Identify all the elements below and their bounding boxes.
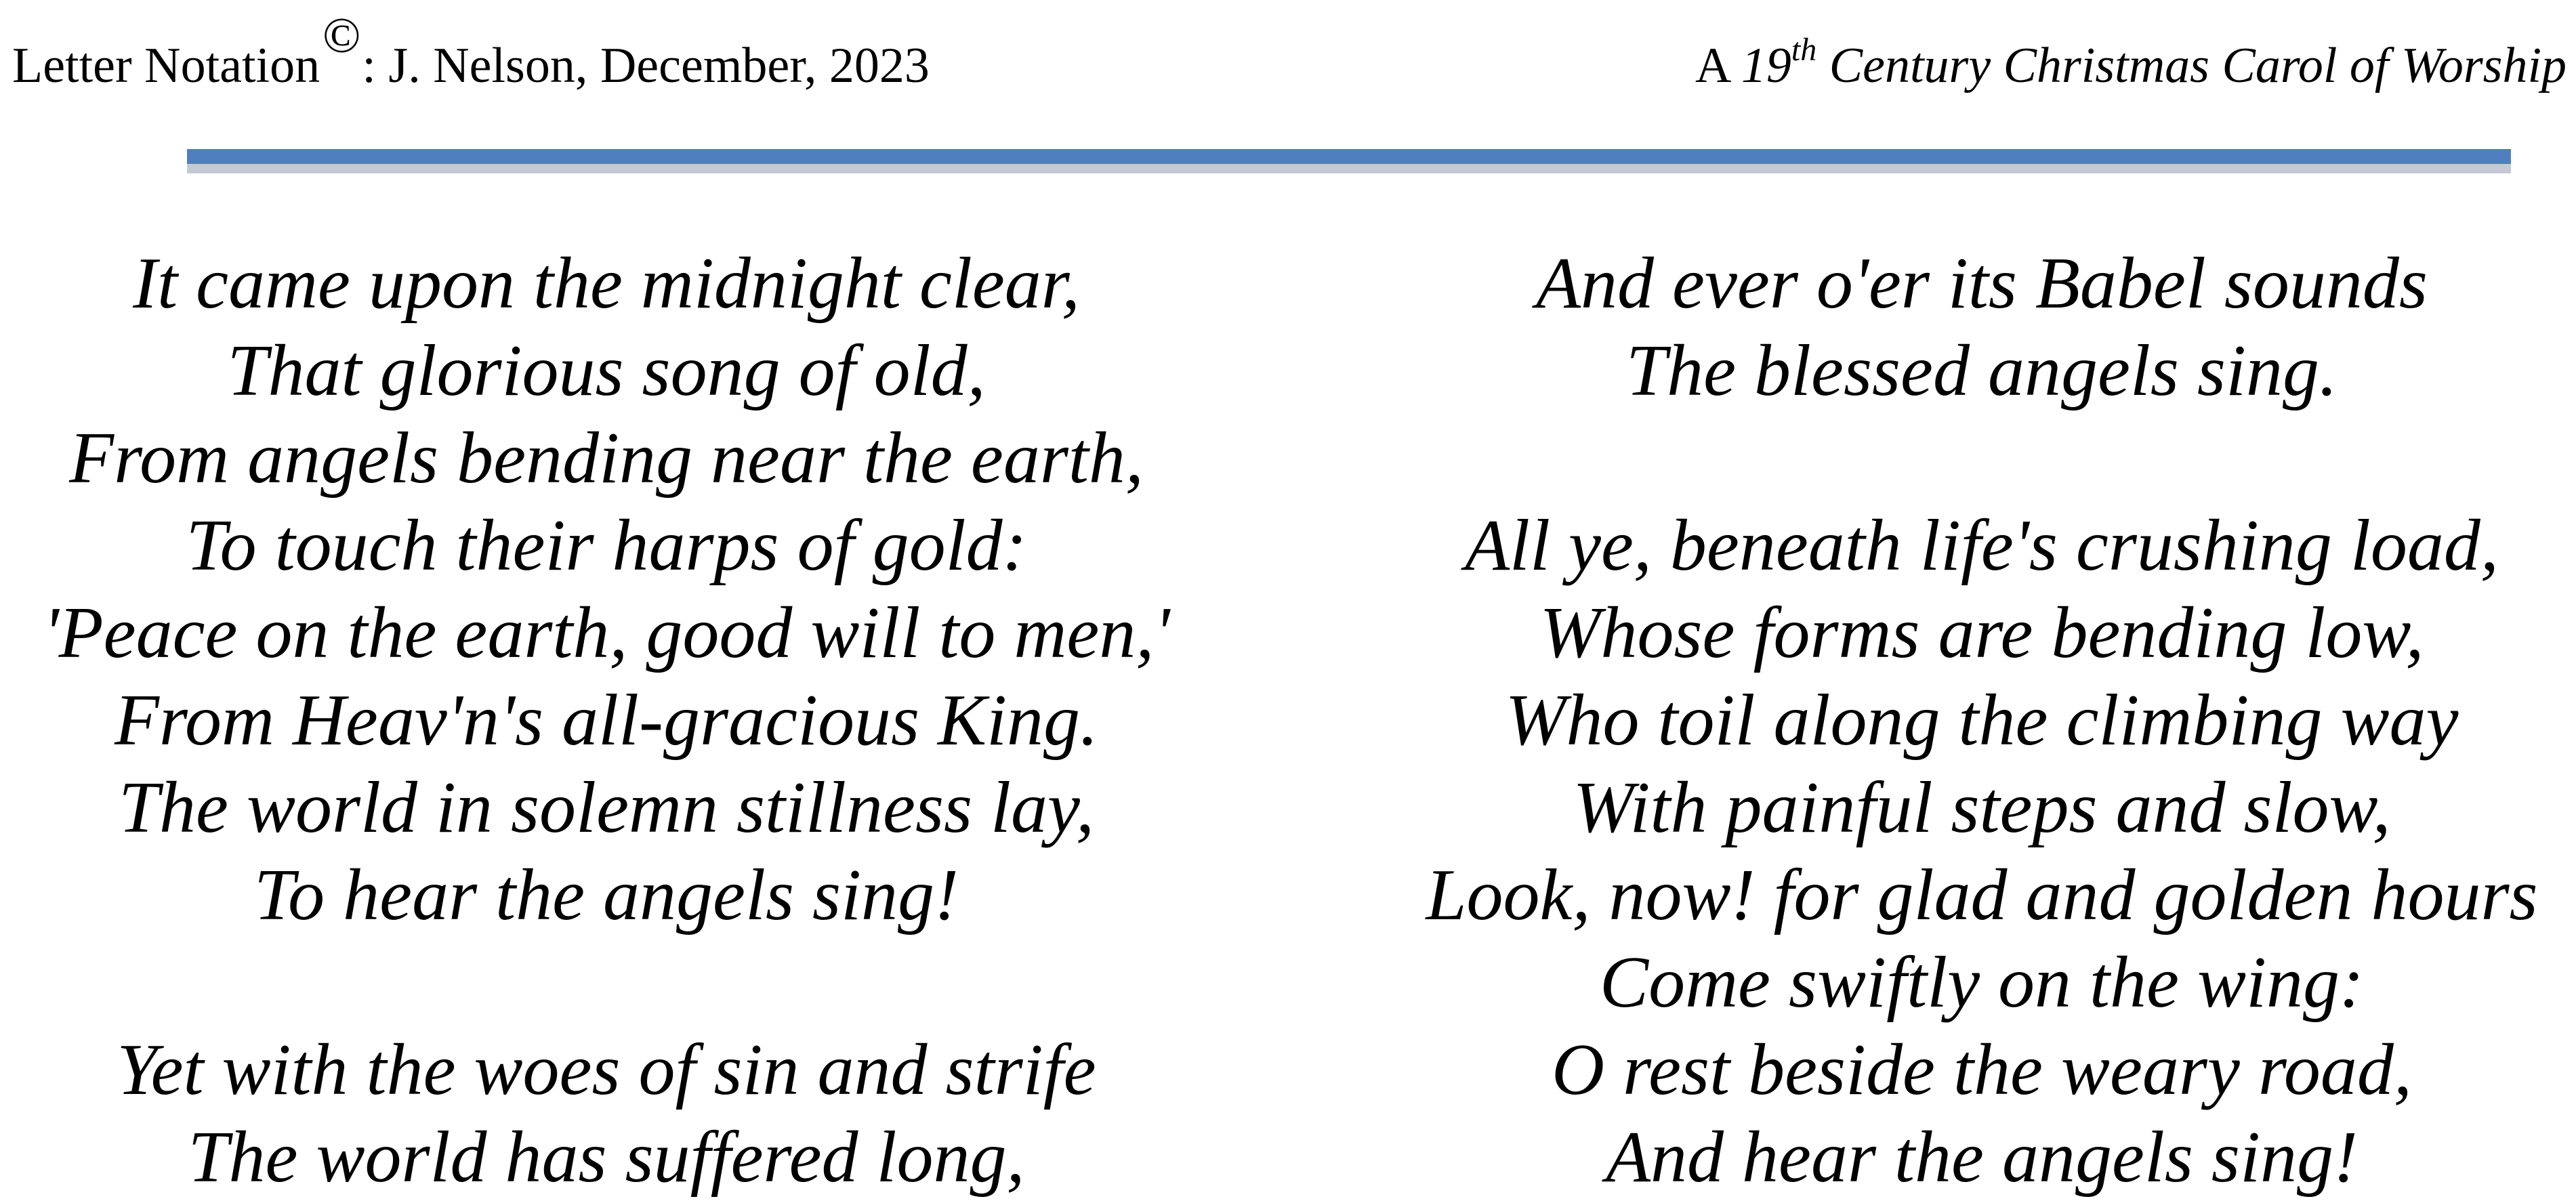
lyric-line: It came upon the midnight clear,: [133, 243, 1080, 324]
header-carol-description: [1695, 32, 2567, 96]
lyric-line: From angels bending near the earth,: [69, 418, 1144, 499]
lyric-line: And ever o'er its Babel sounds: [1536, 243, 2428, 324]
stanza-verse-2-end: [1382, 240, 2576, 415]
lyric-line: To touch their harps of gold:: [186, 505, 1027, 586]
lyric-line: The world has suffered long,: [188, 1117, 1025, 1198]
header-author-date: : J. Nelson, December, 2023: [362, 38, 930, 93]
lyric-line: Who toil along the climbing way: [1505, 680, 2459, 761]
copyright-symbol: ©: [323, 8, 361, 64]
header-century-ordinal: th: [1791, 32, 1817, 68]
lyric-line: Look, now! for glad and golden hours: [1426, 855, 2538, 935]
lyric-line: With painful steps and slow,: [1573, 767, 2391, 848]
lyric-line: The blessed angels sing.: [1626, 331, 2338, 411]
header-divider-shadow: [187, 164, 2511, 173]
lyric-line: The world in solemn stillness lay,: [118, 767, 1095, 848]
header-century-number: 19: [1741, 38, 1791, 93]
stanza-verse-1: [0, 240, 1213, 939]
lyric-line: Yet with the woes of sin and strife: [117, 1030, 1096, 1110]
header-description: Century Christmas Carol of Worship: [1816, 38, 2567, 93]
lyric-line: 'Peace on the earth, good will to men,': [43, 593, 1170, 673]
lyric-line: O rest beside the weary road,: [1552, 1030, 2412, 1110]
header-article: A: [1695, 38, 1741, 93]
header-notation-credit: [12, 8, 930, 96]
lyric-line: And hear the angels sing!: [1606, 1117, 2358, 1198]
header-divider-rule: [187, 149, 2511, 164]
lyric-line: To hear the angels sing!: [253, 855, 959, 935]
lyric-line: Come swiftly on the wing:: [1600, 942, 2364, 1023]
lyric-line: From Heav'n's all-gracious King.: [114, 680, 1099, 761]
stanza-verse-3: [1382, 502, 2576, 1201]
header-century: [1741, 32, 2567, 93]
lyrics-right-column: [1382, 240, 2576, 1201]
lyric-line: Whose forms are bending low,: [1539, 593, 2424, 673]
header-notation-label: Letter Notation: [12, 38, 320, 93]
lyric-line: That glorious song of old,: [227, 331, 986, 411]
stanza-verse-2-start: [0, 1026, 1213, 1201]
lyrics-left-column: [0, 240, 1213, 1201]
lyric-line: All ye, beneath life's crushing load,: [1465, 505, 2499, 586]
